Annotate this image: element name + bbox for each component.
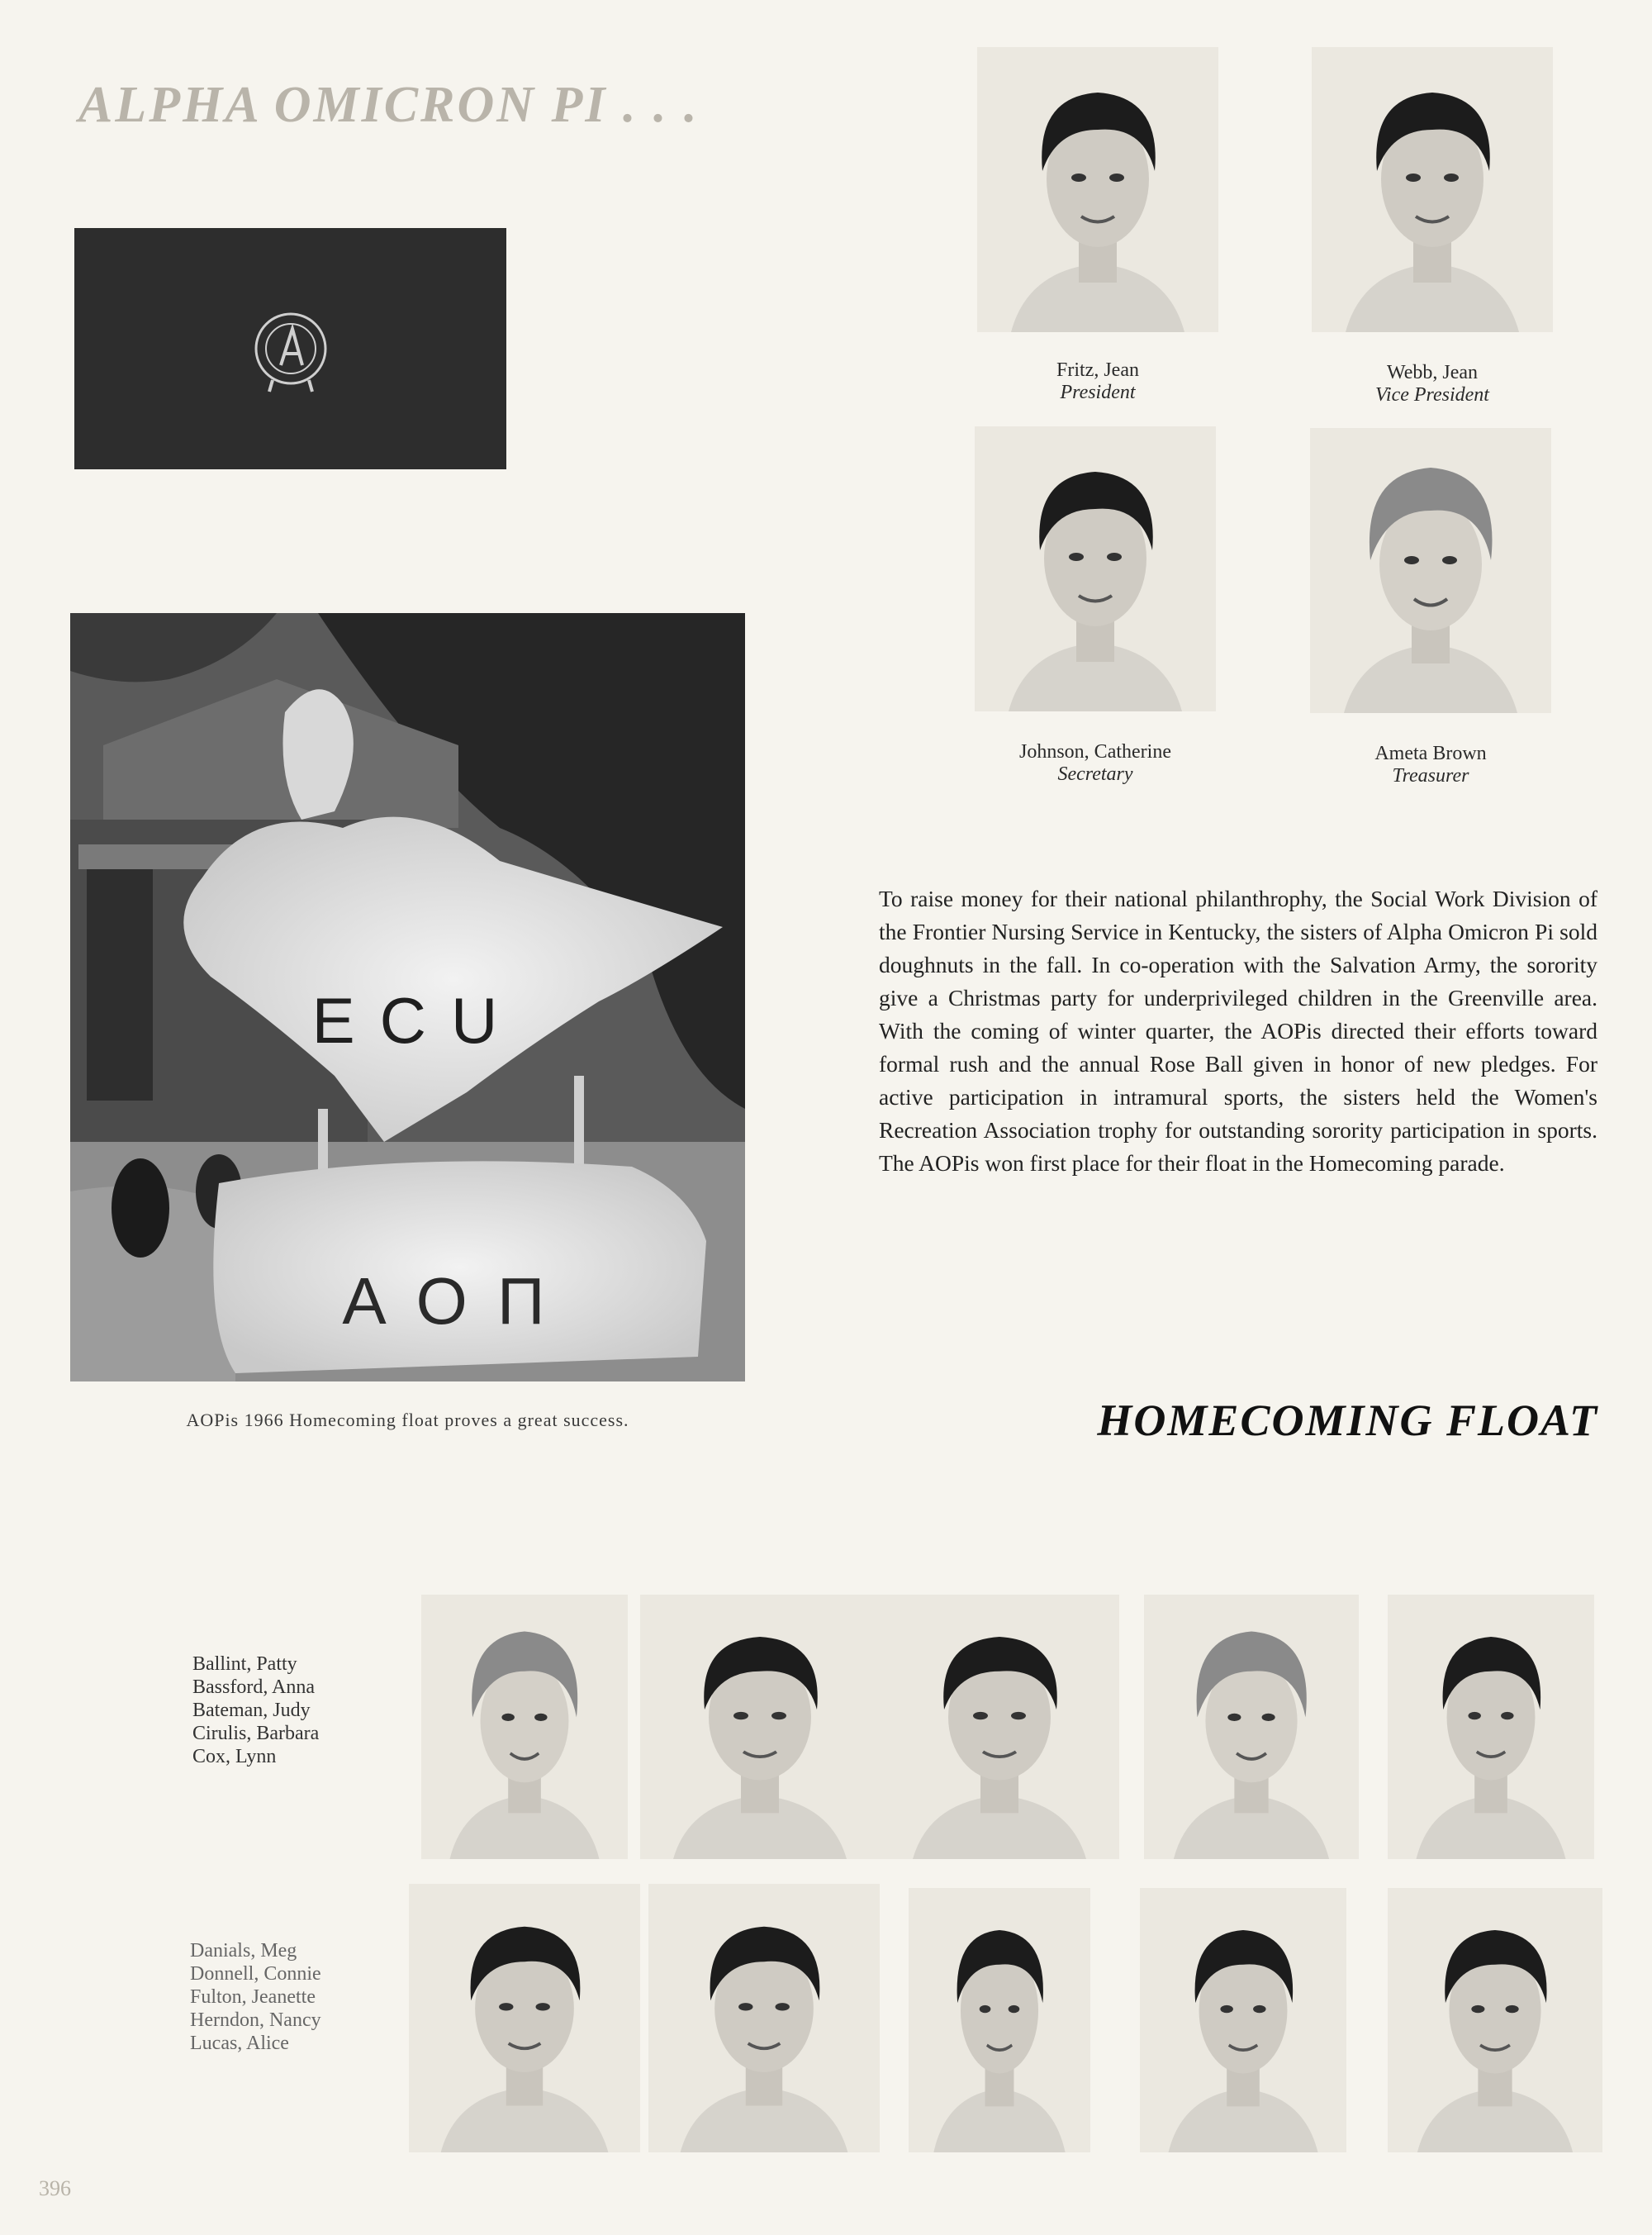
officer-name: Ameta Brown [1374,743,1487,764]
officer-name: Johnson, Catherine [1019,741,1171,763]
officer-role: President [1060,382,1136,403]
member-portrait [409,1884,640,2152]
member-name: Fulton, Jeanette [190,1986,316,2008]
member-name: Bateman, Judy [192,1700,311,1721]
page-number: 396 [39,2176,71,2200]
page-title: ALPHA OMICRON PI . . . [78,77,700,133]
officer-caption-secretary [975,741,1216,786]
member-portrait [1388,1888,1602,2152]
member-names-row-1 [192,1652,319,1768]
crest-photo [74,228,506,469]
member-portrait [1140,1888,1346,2152]
officer-caption-president [977,359,1218,404]
officer-portrait-treasurer [1310,428,1551,713]
officer-name: Webb, Jean [1386,362,1479,383]
member-name: Donnell, Connie [190,1963,321,1985]
officer-portrait-vice-president [1312,47,1553,332]
member-portrait [640,1595,880,1859]
float-photo-caption: AOPis 1966 Homecoming float proves a great success. [186,1410,629,1430]
member-portrait [880,1595,1119,1859]
officer-caption-treasurer [1310,743,1551,787]
member-portrait [648,1884,880,2152]
officer-name: Fritz, Jean [1056,359,1139,381]
member-name: Lucas, Alice [190,2033,289,2054]
officer-role: Treasurer [1392,765,1469,787]
float-sign-aopi: AOΠ [342,1264,575,1338]
officer-caption-vice-president [1312,362,1553,407]
member-portrait [1144,1595,1359,1859]
member-name: Bassford, Anna [192,1676,315,1698]
member-portrait [421,1595,628,1859]
member-portrait [909,1888,1090,2152]
member-name: Danials, Meg [190,1940,297,1962]
member-name: Herndon, Nancy [190,2009,321,2031]
officer-portrait-secretary [975,426,1216,711]
member-names-row-2 [190,1939,321,2055]
officer-role: Secretary [1057,763,1133,785]
member-name: Ballint, Patty [192,1653,297,1675]
member-name: Cox, Lynn [192,1746,277,1767]
section-title: HOMECOMING FLOAT [1097,1396,1598,1445]
member-name: Cirulis, Barbara [192,1723,320,1744]
float-sign-ecu: ECU [311,984,523,1057]
officer-role: Vice President [1375,384,1489,406]
homecoming-float-photo [70,613,745,1381]
chapter-description: To raise money for their national philanthrophy, the Social Work Division of the Frontier Nursing Service in Kentucky, the sisters of Alpha Omicron Pi sold doughnuts in the fall. In co-operation with the Salvation Army, the sorority give a Christmas party for underprivileged children in the Greenville area. With the coming of winter quarter, the AOPis directed their efforts toward formal rush and the annual Rose Ball given in honor of new pledges. For active participation in intramural sports, the sisters held the Women's Recreation Association trophy for outstanding sorority participation in sports. The AOPis won first place for their float in the Homecoming parade. [879,886,1597,1176]
member-portrait [1388,1595,1594,1859]
officer-portrait-president [977,47,1218,332]
